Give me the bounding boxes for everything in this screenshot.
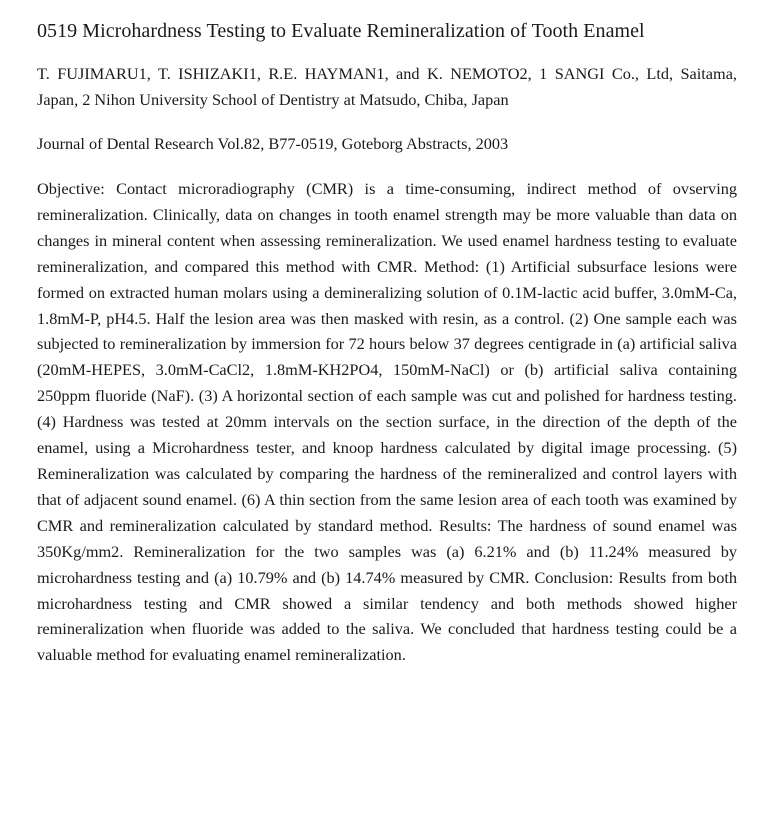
paper-title: 0519 Microhardness Testing to Evaluate Remineralization of Tooth Enamel [37,20,645,42]
abstract-body: Objective: Contact microradiography (CMR) is a time-consuming, indirect method of ovserving remineralization. Clinically, data on changes in tooth enamel strength may be more valuable than data on changes in mineral content when assessing remineralization. We used enamel hardness testing to evaluate remineralization, and compared this method with CMR. Method: (1) Artificial subsurface lesions were formed on extracted human molars using a demineralizing solution of 0.1M-lactic acid buffer, 3.0mM-Ca, 1.8mM-P, pH4.5. Half the lesion area was then masked with resin, as a control. (2) One sample each was subjected to remineralization by immersion for 72 hours below 37 degrees centigrade in (a) artificial saliva (20mM-HEPES, 3.0mM-CaCl2, 1.8mM-KH2PO4, 150mM-NaCl) or (b) artificial saliva containing 250ppm fluoride (NaF). (3) A horizontal section of each sample was cut and polished for hardness testing. (4) Hardness was tested at 20mm intervals on the section surface, in the direction of the depth of the enamel, using a Microhardness tester, and knoop hardness calculated by digital image processing. (5) Remineralization was calculated by comparing the hardness of the remineralized and control layers with that of adjacent sound enamel. (6) A thin section from the same lesion area of each tooth was examined by CMR and remineralization calculated by standard method. Results: The hardness of sound enamel was 350Kg/mm2. Remineralization for the two samples was (a) 6.21% and (b) 11.24% measured by microhardness testing and (a) 10.79% and (b) 14.74% measured by CMR. Conclusion: Results from both microhardness testing and CMR showed a similar tendency and both methods showed higher remineralization when fluoride was added to the saliva. We concluded that hardness testing could be a valuable method for evaluating enamel remineralization. [37,179,737,665]
author-list: T. FUJIMARU1, T. ISHIZAKI1, R.E. HAYMAN1, and K. NEMOTO2, 1 SANGI Co., Ltd, Saitama, Japan, 2 Nihon University School of Dentistry at Matsudo, Chiba, Japan [37,64,737,109]
journal-citation: Journal of Dental Research Vol.82, B77-0519, Goteborg Abstracts, 2003 [37,134,509,153]
